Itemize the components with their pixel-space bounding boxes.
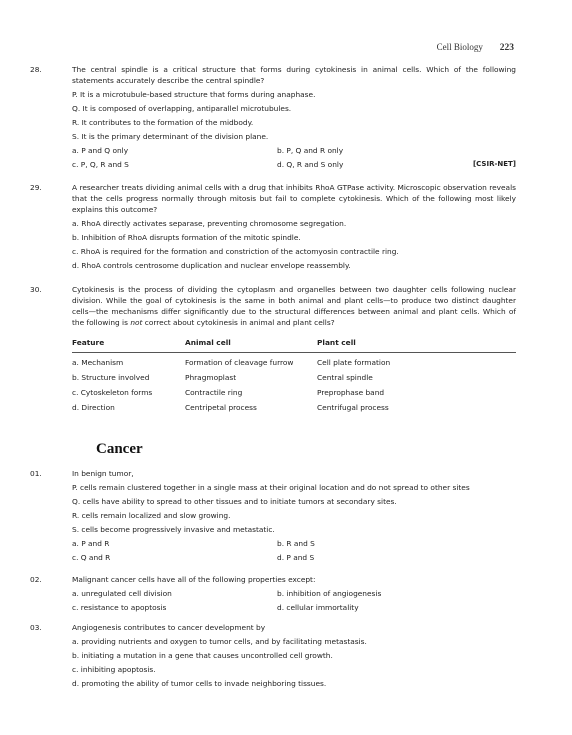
table-cell: Formation of cleavage furrow	[185, 358, 294, 367]
statement-q: Q. It is composed of overlapping, antiparallel microtubules.	[72, 104, 292, 113]
option-c[interactable]: c. P, Q, R and S	[72, 160, 129, 169]
table-header: Animal cell	[185, 333, 317, 353]
statement-r: R. cells remain localized and slow growing.	[72, 511, 231, 520]
table-cell: Centrifugal process	[317, 403, 389, 412]
table-row[interactable]	[72, 383, 516, 398]
table-header: Plant cell	[317, 333, 516, 353]
table-cell: Phragmoplast	[185, 373, 237, 382]
question-30	[30, 284, 516, 413]
question-number: 28.	[30, 65, 42, 74]
exam-tag: [CSIR-NET]	[472, 160, 516, 168]
statement-q: Q. cells have ability to spread to other tissues and to initiate tumors at secondary sites.	[72, 497, 397, 506]
question-number: 01.	[30, 469, 42, 478]
table-cell: d. Direction	[72, 403, 115, 412]
table-cell: b. Structure involved	[72, 373, 150, 382]
table-cell: Cell plate formation	[317, 358, 391, 367]
statement-p: P. cells remain clustered together in a single mass at their original location and do not spread to other sites	[72, 483, 470, 492]
option-a[interactable]: a. RhoA directly activates separase, preventing chromosome segregation.	[72, 219, 347, 228]
question-stem: Malignant cancer cells have all of the following properties except:	[72, 575, 316, 584]
table-cell: a. Mechanism	[72, 358, 124, 367]
option-a[interactable]: a. P and R	[72, 539, 110, 548]
option-a[interactable]: a. P and Q only	[72, 146, 129, 155]
option-b[interactable]: b. P, Q and R only	[277, 146, 344, 155]
table-cell: Centripetal process	[185, 403, 257, 412]
statement-s: S. cells become progressively invasive and metastatic.	[72, 525, 275, 534]
running-title: Cell Biology	[436, 42, 483, 52]
section-title: Cancer	[96, 441, 143, 457]
statement-s: S. It is the primary determinant of the division plane.	[72, 132, 269, 141]
question-28	[30, 64, 516, 170]
question-stem: The central spindle is a critical structure that forms during cytokinesis in animal cells. Which of the following statements accurately describe the central spindle?	[72, 65, 516, 85]
option-d[interactable]: d. cellular immortality	[277, 603, 359, 612]
option-d[interactable]: d. Q, R and S only	[277, 160, 344, 169]
question-c03	[30, 622, 516, 689]
option-a[interactable]: a. providing nutrients and oxygen to tumor cells, and by facilitating metastasis.	[72, 637, 367, 646]
option-c[interactable]: c. inhibiting apoptosis.	[72, 665, 156, 674]
option-c[interactable]: c. Q and R	[72, 553, 111, 562]
page-number: 223	[499, 43, 514, 53]
question-c01	[30, 468, 516, 563]
table-row[interactable]	[72, 353, 516, 369]
table-cell: c. Cytoskeleton forms	[72, 388, 153, 397]
option-c[interactable]: c. RhoA is required for the formation and constriction of the actomyosin contractile ring.	[72, 247, 399, 256]
table-header-row	[72, 333, 516, 353]
emphasis-not: not	[130, 318, 143, 327]
option-b[interactable]: b. Inhibition of RhoA disrupts formation of the mitotic spindle.	[72, 233, 301, 242]
option-d[interactable]: d. RhoA controls centrosome duplication and nuclear envelope reassembly.	[72, 261, 351, 270]
option-c[interactable]: c. resistance to apoptosis	[72, 603, 167, 612]
question-stem: A researcher treats dividing animal cells with a drug that inhibits RhoA GTPase activity. Microscopic observation reveals that the cells progress normally through mitosis but fail to complete cytokinesis. Which of the following most likely explains this outcome?	[72, 183, 516, 214]
option-b[interactable]: b. inhibition of angiogenesis	[277, 589, 382, 598]
question-number: 02.	[30, 575, 42, 584]
table-row[interactable]	[72, 398, 516, 413]
statement-list	[72, 482, 516, 535]
option-list	[72, 636, 516, 689]
question-stem: In benign tumor,	[72, 469, 134, 478]
question-stem: Cytokinesis is the process of dividing the cytoplasm and organelles between two daughter cells following nuclear division. While the goal of cytokinesis is the same in both animal and plant cells—to produce two distinct daughter cells—the mechanisms differ significantly due to the structural differences between animal and plant cells. Which of the following is not correct about cytokinesis in animal and plant cells?	[72, 285, 516, 327]
option-d[interactable]: d. P and S	[277, 553, 315, 562]
table-cell: Preprophase band	[317, 388, 385, 397]
table-cell: Contractile ring	[185, 388, 243, 397]
option-d[interactable]: d. promoting the ability of tumor cells to invade neighboring tissues.	[72, 679, 327, 688]
option-grid	[72, 538, 516, 563]
question-number: 30.	[30, 285, 42, 294]
question-number: 03.	[30, 623, 42, 632]
comparison-table	[72, 333, 516, 413]
question-number: 29.	[30, 183, 42, 192]
option-list	[72, 218, 516, 271]
table-row[interactable]	[72, 368, 516, 383]
option-b[interactable]: b. R and S	[277, 539, 315, 548]
table-header: Feature	[72, 333, 185, 353]
option-grid	[72, 145, 516, 170]
option-grid	[72, 588, 516, 613]
table-cell: Central spindle	[317, 373, 373, 382]
statement-list	[72, 89, 516, 142]
question-29	[30, 182, 516, 271]
question-c02	[30, 574, 516, 613]
option-b[interactable]: b. initiating a mutation in a gene that causes uncontrolled cell growth.	[72, 651, 333, 660]
question-stem: Angiogenesis contributes to cancer development by	[72, 623, 266, 632]
statement-p: P. It is a microtubule-based structure that forms during anaphase.	[72, 90, 316, 99]
page-header	[437, 42, 514, 53]
option-a[interactable]: a. unregulated cell division	[72, 589, 172, 598]
statement-r: R. It contributes to the formation of the midbody.	[72, 118, 254, 127]
